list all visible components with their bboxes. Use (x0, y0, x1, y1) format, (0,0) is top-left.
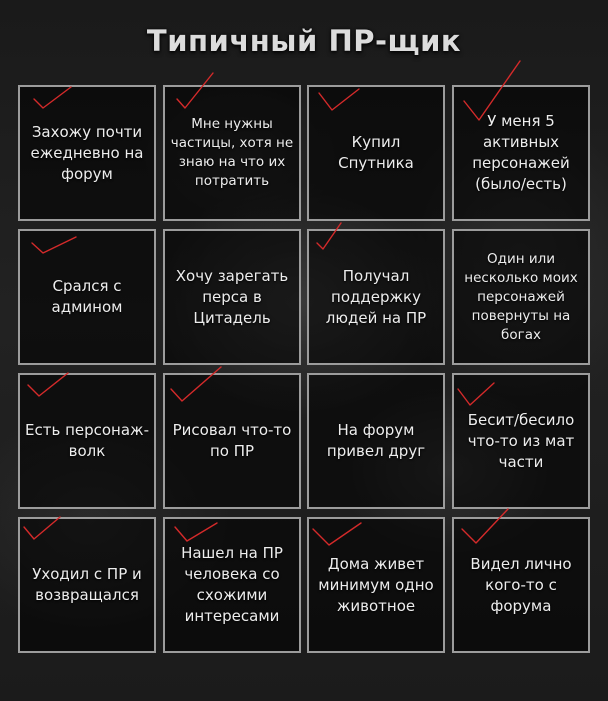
cell-label: У меня 5 активных персонажей (было/есть) (472, 112, 570, 193)
cell-label: Получал поддержку людей на ПР (325, 266, 427, 327)
cell-label: Есть персонаж-волк (25, 421, 149, 460)
bingo-cell-14[interactable] (163, 517, 301, 653)
cell-label: Дома живет минимум одно животное (318, 554, 434, 615)
cell-label: Захожу почти ежедневно на форум (30, 122, 144, 183)
bingo-cell-11[interactable] (307, 373, 445, 509)
bingo-cell-3[interactable] (307, 85, 445, 221)
bingo-cell-9[interactable] (18, 373, 156, 509)
cell-label: Один или несколько моих персонажей повернуты на богах (464, 250, 578, 343)
bingo-cell-4[interactable] (452, 85, 590, 221)
bingo-cell-6[interactable] (163, 229, 301, 365)
bingo-cell-10[interactable] (163, 373, 301, 509)
cell-label: Рисовал что-то по ПР (172, 421, 292, 460)
page-title: Типичный ПР-щик (146, 24, 462, 58)
cell-label: Бесит/бесило что-то из мат части (467, 410, 575, 471)
bingo-cell-16[interactable] (452, 517, 590, 653)
bingo-cell-1[interactable] (18, 85, 156, 221)
cell-label: Купил Спутника (338, 133, 414, 172)
bingo-cell-8[interactable] (452, 229, 590, 365)
cell-label: Уходил с ПР и возвращался (32, 565, 142, 604)
bingo-cell-13[interactable] (18, 517, 156, 653)
bingo-cell-7[interactable] (307, 229, 445, 365)
bingo-cell-5[interactable] (18, 229, 156, 365)
bingo-cell-15[interactable] (307, 517, 445, 653)
bingo-cell-12[interactable] (452, 373, 590, 509)
cell-label: Хочу зарегать перса в Цитадель (175, 266, 289, 327)
cell-label: Срался с админом (51, 277, 123, 316)
cell-label: Нашел на ПР человека со схожими интересами (181, 544, 283, 625)
bingo-cell-2[interactable] (163, 85, 301, 221)
cell-label: Видел лично кого-то с форума (470, 554, 572, 615)
cell-label: На форум привел друг (326, 421, 426, 460)
cell-label: Мне нужны частицы, хотя не знаю на что их потратить (170, 116, 294, 189)
